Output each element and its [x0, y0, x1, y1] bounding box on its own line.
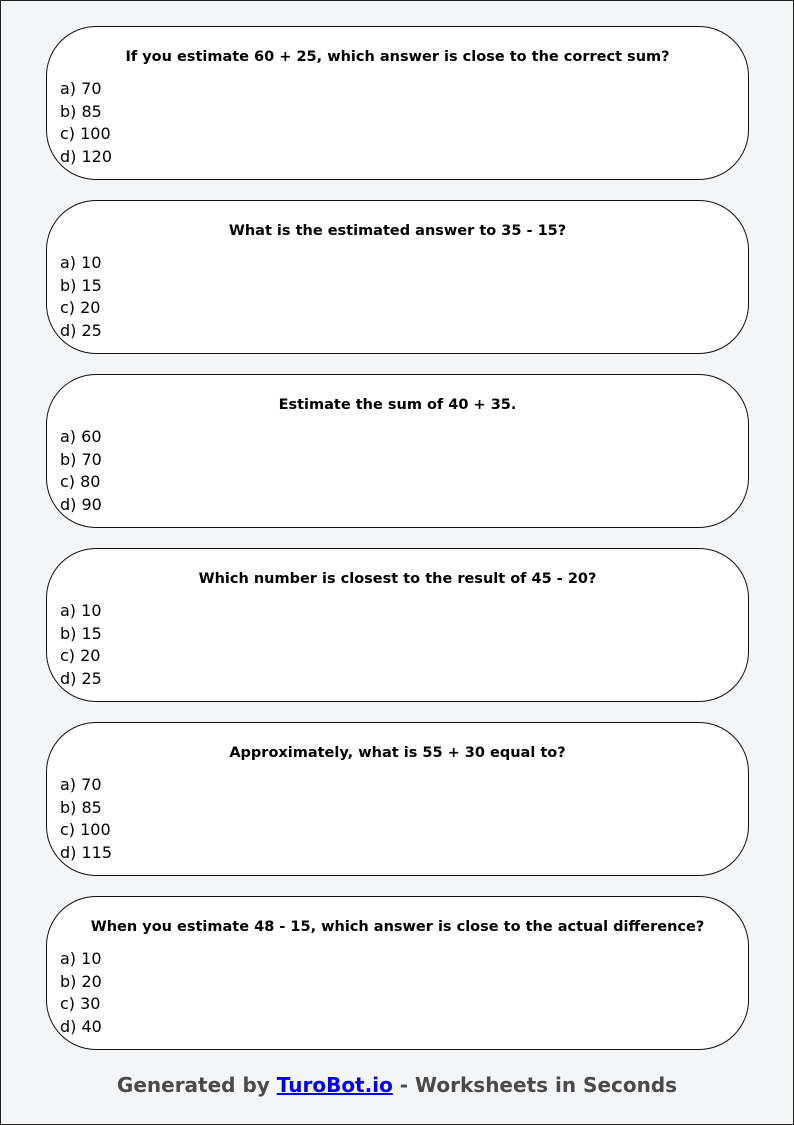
options-list: [60, 774, 112, 865]
option-b: b) 20: [60, 971, 102, 991]
question-card-6: [46, 896, 749, 1050]
option-a: a) 60: [60, 427, 102, 446]
question-text: When you estimate 48 - 15, which answer is close to the actual difference?: [90, 919, 705, 935]
question-card-3: [46, 374, 749, 528]
option-b: b) 15: [60, 275, 102, 295]
footer-suffix: - Worksheets in Seconds: [392, 1073, 678, 1097]
footer-prefix: Generated by: [116, 1073, 277, 1097]
question-text: Estimate the sum of 40 + 35.: [278, 397, 517, 413]
options-list: [60, 600, 102, 691]
option-b: b) 15: [60, 623, 102, 643]
option-d: d) 115: [60, 843, 113, 863]
option-c: c) 20: [60, 298, 101, 318]
worksheet: [46, 26, 749, 1070]
option-b: b) 85: [60, 101, 102, 121]
option-a: a) 10: [60, 253, 102, 272]
option-b: b) 70: [60, 449, 102, 469]
option-c: c) 100: [60, 820, 111, 840]
option-c: c) 80: [60, 472, 101, 492]
options-list: [60, 426, 102, 517]
options-list: [60, 252, 102, 343]
turobot-link[interactable]: TuroBot.io: [276, 1073, 393, 1097]
question-card-5: [46, 722, 749, 876]
option-d: d) 90: [60, 495, 102, 515]
option-c: c) 100: [60, 124, 111, 144]
question-card-4: [46, 548, 749, 702]
question-text: What is the estimated answer to 35 - 15?: [228, 223, 567, 239]
question-text: Approximately, what is 55 + 30 equal to?: [229, 745, 566, 761]
option-d: d) 25: [60, 321, 102, 341]
options-list: [60, 78, 112, 169]
question-text: If you estimate 60 + 25, which answer is close to the correct sum?: [125, 49, 670, 65]
option-d: d) 120: [60, 147, 113, 167]
question-text: Which number is closest to the result of 45 - 20?: [198, 571, 597, 587]
option-d: d) 40: [60, 1017, 102, 1037]
option-a: a) 70: [60, 79, 102, 98]
option-a: a) 10: [60, 601, 102, 620]
option-c: c) 20: [60, 646, 101, 666]
footer: [0, 1071, 794, 1099]
option-c: c) 30: [60, 994, 101, 1014]
option-a: a) 70: [60, 775, 102, 794]
option-b: b) 85: [60, 797, 102, 817]
question-card-2: [46, 200, 749, 354]
option-a: a) 10: [60, 949, 102, 968]
option-d: d) 25: [60, 669, 102, 689]
options-list: [60, 948, 102, 1039]
question-card-1: [46, 26, 749, 180]
